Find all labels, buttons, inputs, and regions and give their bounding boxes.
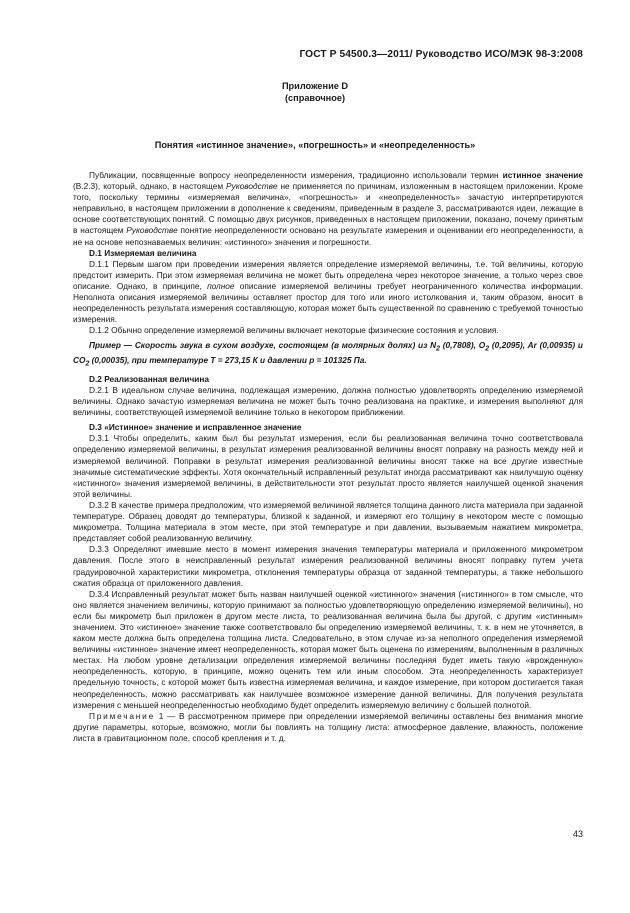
note-label: Примечание — [89, 710, 156, 721]
appendix-status: (справочное) — [284, 93, 345, 103]
document-body — [73, 170, 583, 744]
page-number: 43 — [572, 829, 583, 839]
intro-text-2: (B.2.3), который, однако, в настоящем — [73, 181, 227, 192]
example-co2-subscript: 2 — [85, 360, 90, 368]
note-text: 1 — В рассмотренном примере при определении измеряемой величины оставлены без внимания многие другие параметры, которые, возможно, могли бы повлиять на толщину листа: атмосферное давление, влажность, положение листа в гравитационном поле, способ крепления и т. д. — [73, 710, 583, 743]
example-text-1: Пример — Скорость звука в сухом воздухе, состоящем (в молярных долях) из N — [89, 340, 437, 351]
d1-1-text-2: описание измеряемой величины требует неограниченного количества информации. Неполнота описания измеряемой величины оставляет простор для того или иного истолкования и, таким образом, вносит в неопределенность результата измерения составляющую, которая может быть существенной по сравнению с требуемой точностью измерения. — [73, 280, 583, 325]
example-n2-subscript: 2 — [436, 346, 440, 354]
section-d3-heading: D.3 «Истинное» значение и исправленное значение — [89, 422, 302, 433]
section-d2-heading: D.2 Реализованная величина — [89, 373, 210, 384]
appendix-label-block — [0, 80, 630, 104]
example-text-4: (0,00035), при температуре T = 273,15 К и давлении p = 101325 Па. — [89, 355, 367, 366]
section-d3-4-paragraph: D.3.4 Исправленный результат может быть назван наилучшей оценкой «истинного» значения («истинного» в том смысле, что оно является значением величины, которую принимают за полностью удовлетворяющую определению измеряемой величины), но если бы микрометр был приложен в другом месте листа, то реализованная величина была бы другой, с другим «истинным» значением. Это «истинное» значение также соответствовало бы определению измеряемой величины, т. к. в нем не уточняется, в каком месте должна быть определена толщина листа. Следовательно, в этом случае из-за неполного определения измеряемой величины «истинное» значение имеет неопределенность, которая может быть оценена по измерениям, выполненным в различных местах. На любом уровне детализации определения измеряемой величины последняя будет иметь такую «врожденную» неопределенность, которую, в принципе, можно оценить тем или иным способом. Эта неопределенность характеризует предельную точность, с которой может быть известна измеряемая величина, и каждое измерение, при котором достигается такая неопределенность, можно рассматривать как наилучшее возможное измерение данной величины. Для получения результата измерения с меньшей неопределенностью необходимо будет определить измеряемую величину с большей полнотой. — [73, 588, 583, 710]
d1-1-emphasis-full: полное — [207, 280, 235, 291]
d1-1-text-1: D.1.1 Первым шагом при проведении измерения является определение измеряемой величины, т.е. той величины, которую предстоит измерить. При этом измеряемая величина не может быть определена через некоторое значение, а только через свое описание. Однако, в принципе, — [73, 258, 583, 291]
example-paragraph — [73, 340, 583, 370]
intro-text-1: Публикации, посвященные вопросу неопределенности измерения, традиционно использовали термин — [89, 170, 503, 180]
appendix-title: Понятия «истинное значение», «погрешность» и «неопределенность» — [154, 140, 476, 150]
section-d3-1-paragraph: D.3.1 Чтобы определить, каким был бы результат измерения, если бы реализованная величина точно соответствовала определению измеряемой величины, в результат измерения реализованной величины вносят поправку на разность между ней и измеряемой величиной. Поправки в результат измерения реализованной величины вносят также на все другие известные значимые систематические эффекты. Хотя окончательный исправленный результат иногда рассматривают как наилучшую оценку «истинного» значения измеряемой величины, в действительности этот результат просто является наилучшей оценкой значения этой величины. — [73, 433, 583, 499]
example-o2-subscript: 2 — [485, 346, 490, 354]
intro-term-true-value: истинное значение — [502, 170, 583, 180]
appendix-label: Приложение D — [281, 81, 349, 91]
section-d3-3-paragraph: D.3.3 Определяют имевшие место в момент измерения значения температуры материала и приложенного микрометром давления. После этого в неисправленный результат измерения реализованной величины вносят поправку путем учета градуировочной характеристики микрометра, отклонения температуры образца от заданной температуры, а также небольшого сжатия образца от приложенного давления. — [73, 544, 583, 588]
section-d1-1-paragraph — [73, 259, 583, 326]
section-d2-1-paragraph: D.2.1 В идеальном случае величина, подлежащая измерению, должна полностью удовлетворять определению измеряемой величины. Однако зачастую измеряемая величина не может быть точно реализована на практике, и измерения выполняют для величины, соответствующей измеряемой величине только в некотором приближении. — [73, 385, 583, 418]
intro-guide-ref-2: Руководстве — [126, 225, 178, 236]
example-text-2: (0,7808), O — [439, 340, 486, 351]
section-d1-2-paragraph: D.1.2 Обычно определение измеряемой величины включает некоторые физические состояния и условия. — [89, 325, 499, 336]
document-header: ГОСТ Р 54500.3—2011/ Руководство ИСО/МЭК 98-3:2008 — [299, 49, 583, 60]
note-paragraph — [73, 711, 583, 744]
example-text-3: (0,2095), Ar (0,00935) и CO — [73, 340, 583, 366]
intro-text-4: понятие неопределенности основано на результате измерения и оценивании его неопределенности, а не на основе непознаваемых величин: «истинного» значения и погрешности. — [73, 225, 583, 247]
section-d1-heading: D.1 Измеряемая величина — [89, 247, 197, 258]
intro-paragraph — [73, 170, 583, 248]
section-d3-2-paragraph: D.3.2 В качестве примера предположим, что измеряемой величиной является толщина данного листа материала при заданной температуре. Образец доводят до температуры, близкой к заданной, и измеряют его толщину в некотором месте с помощью микрометра. Толщина материала в этом месте, при этой температуре и при давлении, вызываемым нажатием микрометра, представляет собой реализованную величину. — [73, 499, 583, 544]
intro-text-3: не применяется по причинам, изложенным в настоящем приложении. Кроме того, поскольку термины «измеряемая величина», «погрешность» и «неопределенность» зачастую интерпретируются неправильно, в настоящем приложении в дополнение к сведениям, приведенным в разделе 3, рассматриваются идеи, лежащие в основе соответствующих понятий. С помощью двух рисунков, приведенных в настоящем приложении, показано, почему принятым в настоящем — [73, 181, 583, 236]
intro-guide-ref: Руководстве — [226, 181, 278, 192]
